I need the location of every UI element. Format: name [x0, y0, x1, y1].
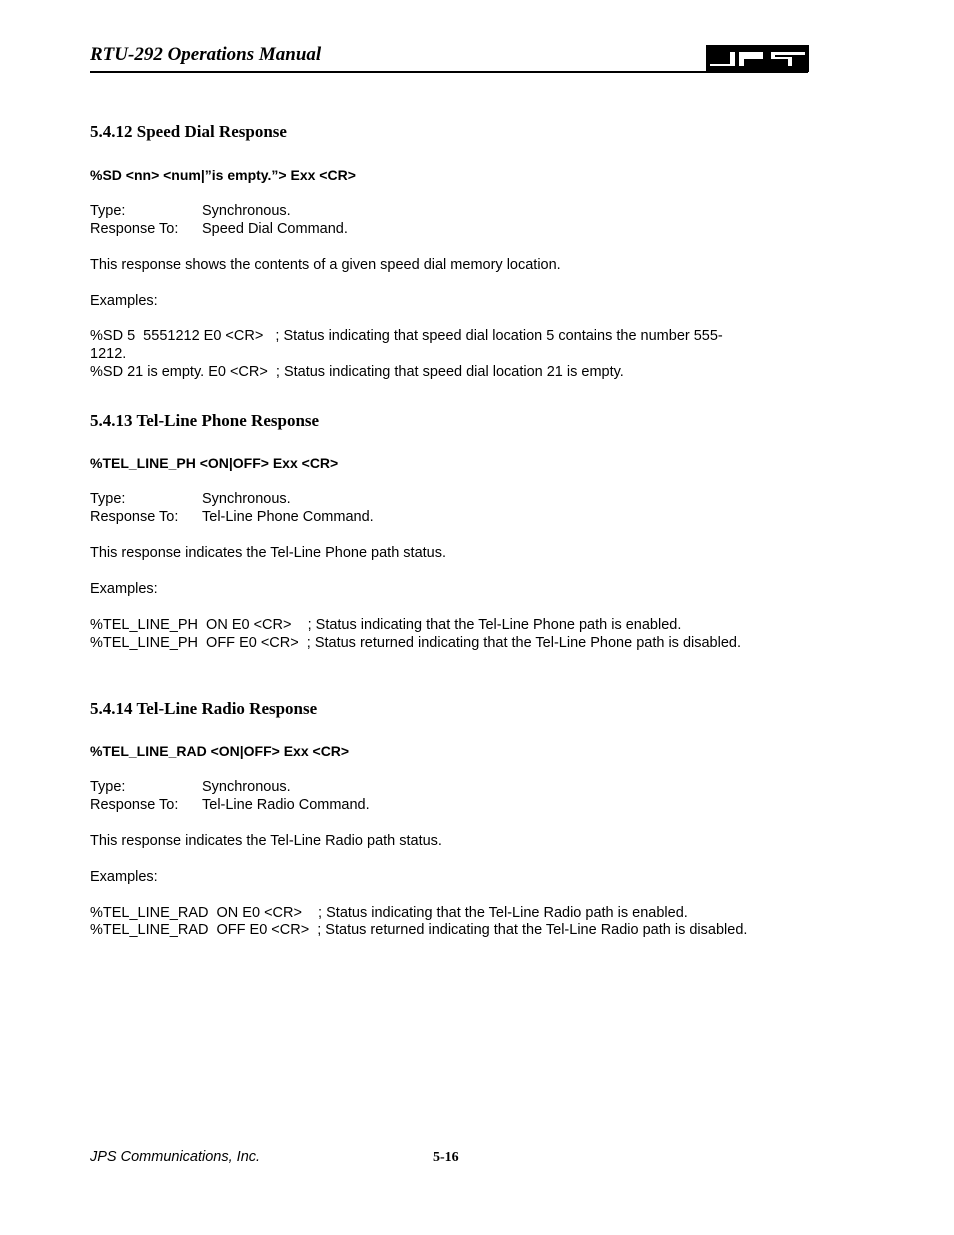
section-heading: 5.4.12 Speed Dial Response: [90, 122, 287, 141]
section-heading: 5.4.14 Tel-Line Radio Response: [90, 699, 318, 718]
example-line: %TEL_LINE_RAD OFF E0 <CR> ; Status returned indicating that the Tel-Line Radio path is disabled.: [90, 922, 748, 938]
command-syntax: %TEL_LINE_RAD <ON|OFF> Exx <CR>: [90, 743, 350, 759]
header-rule: [90, 71, 808, 73]
example-line: %TEL_LINE_RAD ON E0 <CR> ; Status indicating that the Tel-Line Radio path is enabled.: [90, 905, 688, 921]
description: This response indicates the Tel-Line Phone path status.: [90, 545, 447, 561]
response-to-label: Response To:: [90, 221, 179, 237]
type-value: Synchronous.: [202, 203, 291, 219]
response-to-value: Speed Dial Command.: [202, 221, 348, 237]
response-to-value: Tel-Line Radio Command.: [202, 797, 370, 813]
description: This response shows the contents of a given speed dial memory location.: [90, 257, 561, 273]
type-label: Type:: [90, 491, 126, 507]
response-to-value: Tel-Line Phone Command.: [202, 509, 374, 525]
page-number: 5-16: [433, 1150, 459, 1165]
examples-label: Examples:: [90, 293, 158, 309]
response-to-label: Response To:: [90, 509, 179, 525]
response-to-label: Response To:: [90, 797, 179, 813]
page-header-title: RTU-292 Operations Manual: [90, 44, 322, 65]
command-syntax: %SD <nn> <num|”is empty.”> Exx <CR>: [90, 167, 356, 183]
examples-label: Examples:: [90, 869, 158, 885]
example-line: 1212.: [90, 346, 127, 362]
type-value: Synchronous.: [202, 491, 291, 507]
type-value: Synchronous.: [202, 779, 291, 795]
example-line: %TEL_LINE_PH OFF E0 <CR> ; Status returned indicating that the Tel-Line Phone path is disabled.: [90, 635, 741, 651]
examples-label: Examples:: [90, 581, 158, 597]
command-syntax: %TEL_LINE_PH <ON|OFF> Exx <CR>: [90, 455, 339, 471]
example-line: %SD 5 5551212 E0 <CR> ; Status indicating that speed dial location 5 contains the number 555-: [90, 328, 723, 344]
jps-logo-icon: [706, 45, 809, 72]
example-line: %TEL_LINE_PH ON E0 <CR> ; Status indicating that the Tel-Line Phone path is enabled.: [90, 617, 682, 633]
type-label: Type:: [90, 203, 126, 219]
section-heading: 5.4.13 Tel-Line Phone Response: [90, 411, 320, 430]
type-label: Type:: [90, 779, 126, 795]
example-line: %SD 21 is empty. E0 <CR> ; Status indicating that speed dial location 21 is empty.: [90, 364, 624, 380]
description: This response indicates the Tel-Line Radio path status.: [90, 833, 442, 849]
footer-company: JPS Communications, Inc.: [90, 1149, 261, 1165]
